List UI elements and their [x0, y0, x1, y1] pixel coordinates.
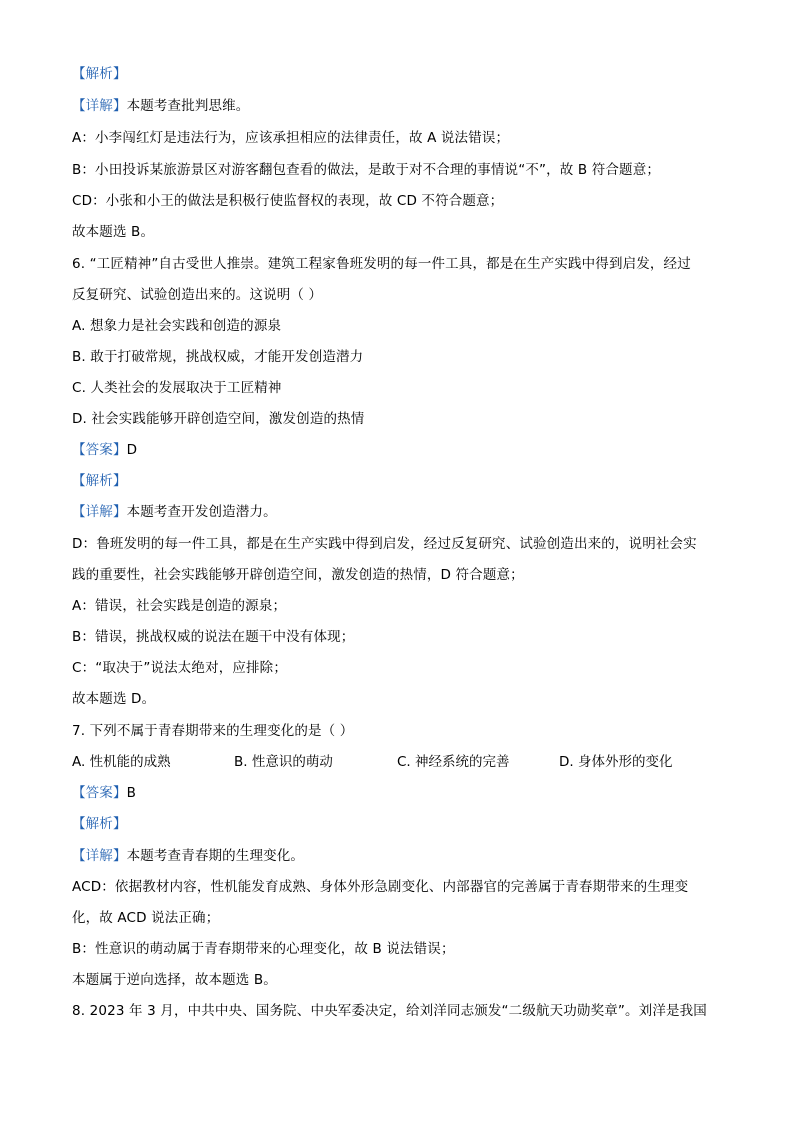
q7-detail-line [72, 846, 304, 866]
q7-option-a: A. 性机能的成熟 [72, 754, 171, 770]
q7-stem: 7. 下列不属于青春期带来的生理变化的是（ ） [72, 723, 354, 739]
q7-detail-text: 本题考查青春期的生理变化。 [126, 848, 305, 864]
q5-explain-cd: CD：小张和小王的做法是积极行使监督权的表现，故 CD 不符合题意； [72, 193, 504, 209]
q7-option-b: B. 性意识的萌动 [234, 754, 333, 770]
q7-conclusion: 本题属于逆向选择，故本题选 B。 [72, 972, 277, 988]
q6-explain-a: A：错误，社会实践是创造的源泉； [72, 598, 287, 614]
q6-explain-d1: D：鲁班发明的每一件工具，都是在生产实践中得到启发，经过反复研究、试验创造出来的，说明社会实 [72, 536, 697, 552]
q5-analysis-tag: 【解析】 [72, 66, 127, 82]
q7-answer-value: B [126, 785, 137, 801]
answer-tag: 【答案】 [72, 785, 127, 801]
q5-detail-text: 本题考查批判思维。 [126, 98, 250, 114]
q5-explain-b: B：小田投诉某旅游景区对游客翻包查看的做法，是敢于对不合理的事情说“不”，故 B 符合题意； [72, 162, 660, 178]
q7-option-c: C. 神经系统的完善 [397, 754, 510, 770]
q6-option-a: A. 想象力是社会实践和创造的源泉 [72, 318, 282, 334]
q6-answer-value: D [126, 442, 138, 458]
q6-conclusion: 故本题选 D。 [72, 691, 156, 707]
q6-option-d: D. 社会实践能够开辟创造空间，激发创造的热情 [72, 411, 365, 427]
q6-analysis-tag: 【解析】 [72, 473, 127, 489]
q7-explain-acd2: 化，故 ACD 说法正确； [72, 910, 220, 926]
q6-option-c: C. 人类社会的发展取决于工匠精神 [72, 380, 282, 396]
q6-option-b: B. 敢于打破常规，挑战权威，才能开发创造潜力 [72, 349, 364, 365]
q5-detail-line [72, 96, 249, 116]
q5-explain-a: A：小李闯红灯是违法行为，应该承担相应的法律责任，故 A 说法错误； [72, 130, 510, 146]
q6-answer-line [72, 440, 137, 460]
q7-options-row [72, 752, 722, 772]
q6-explain-c: C：“取决于”说法太绝对，应排除； [72, 660, 287, 676]
q6-detail-line [72, 502, 277, 522]
q8-stem-line1: 8. 2023 年 3 月，中共中央、国务院、中央军委决定，给刘洋同志颁发“二级航天功勋奖章”。刘洋是我国 [72, 1003, 707, 1019]
q6-stem-line1: 6. “工匠精神”自古受世人推崇。建筑工程家鲁班发明的每一件工具，都是在生产实践中得到启发，经过 [72, 256, 691, 272]
answer-tag: 【答案】 [72, 442, 127, 458]
q6-detail-text: 本题考查开发创造潜力。 [126, 504, 277, 520]
q7-explain-b: B：性意识的萌动属于青春期带来的心理变化，故 B 说法错误； [72, 941, 455, 957]
q7-option-d: D. 身体外形的变化 [559, 754, 673, 770]
q7-answer-line [72, 783, 136, 803]
q6-explain-b: B：错误，挑战权威的说法在题干中没有体现； [72, 629, 355, 645]
q5-conclusion: 故本题选 B。 [72, 224, 155, 240]
q6-stem-line2: 反复研究、试验创造出来的。这说明（ ） [72, 287, 323, 303]
q6-explain-d2: 践的重要性，社会实践能够开辟创造空间，激发创造的热情，D 符合题意； [72, 567, 524, 583]
detail-tag: 【详解】 [72, 98, 127, 114]
q7-analysis-tag: 【解析】 [72, 816, 127, 832]
q7-explain-acd1: ACD：依据教材内容，性机能发育成熟、身体外形急剧变化、内部器官的完善属于青春期带来的生理变 [72, 879, 689, 895]
detail-tag: 【详解】 [72, 504, 127, 520]
detail-tag: 【详解】 [72, 848, 127, 864]
